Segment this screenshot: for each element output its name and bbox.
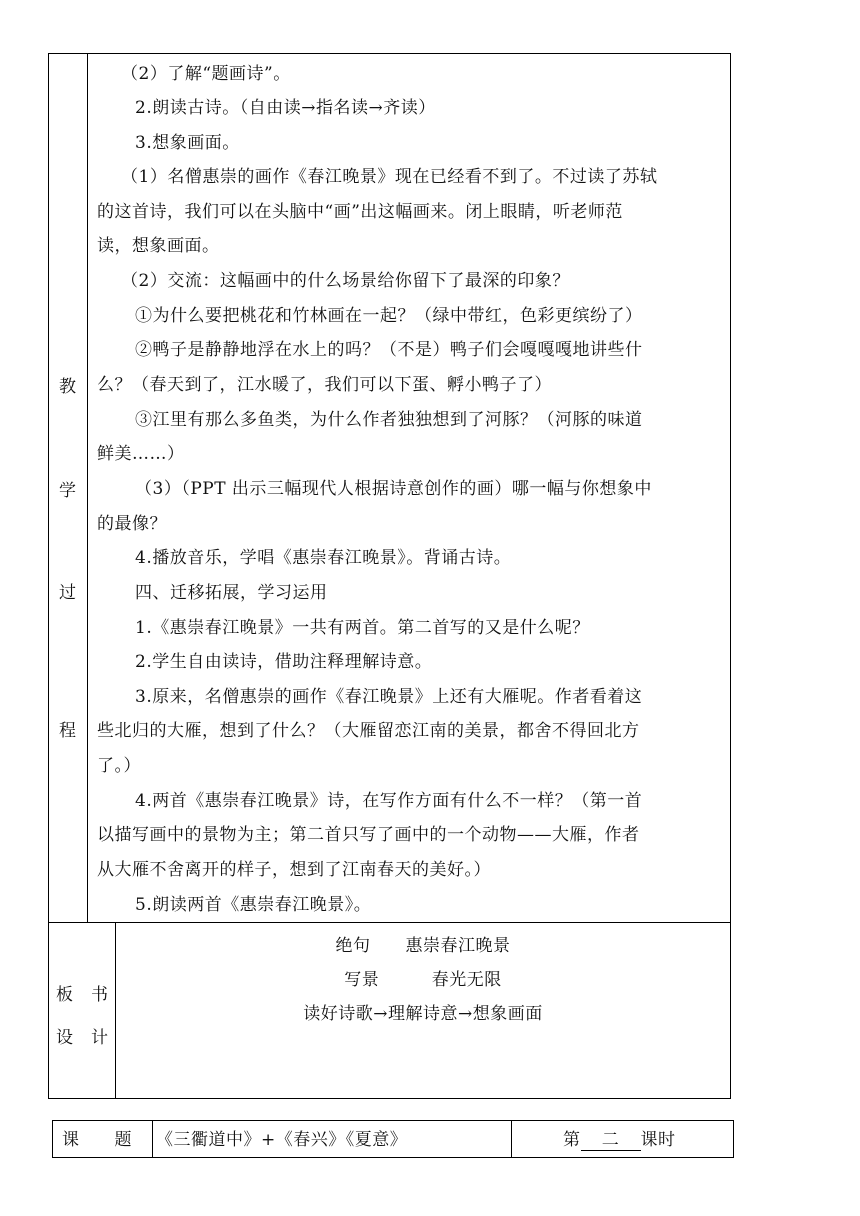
side-label-char: 教: [59, 377, 76, 397]
period-prefix: 第: [563, 1130, 581, 1150]
header-bottom-border: [52, 1157, 734, 1158]
text-line: 2.学生自由读诗，借助注释理解诗意。: [135, 652, 433, 672]
period-suffix: 课时: [640, 1130, 676, 1150]
table-right-border: [730, 53, 731, 1099]
topic-label: 课 题: [62, 1130, 132, 1150]
text-line: 四、迁移拓展，学习运用: [135, 583, 328, 603]
board-label-row1: 板 书: [56, 985, 109, 1005]
table-top-border: [48, 53, 731, 54]
text-line: 3.想象画面。: [135, 133, 240, 153]
text-line: ①为什么要把桃花和竹林画在一起？（绿中带红，色彩更缤纷了）: [135, 306, 643, 326]
text-line: 4.两首《惠崇春江晚景》诗，在写作方面有什么不一样？（第一首: [135, 791, 643, 811]
header-divider-1: [152, 1120, 153, 1158]
text-line: （3）（PPT 出示三幅现代人根据诗意创作的画）哪一幅与你想象中: [135, 479, 652, 499]
text-line: 从大雁不舍离开的样子，想到了江南春天的美好。）: [97, 860, 491, 880]
board-line-steps: 读好诗歌→理解诗意→想象画面: [303, 1004, 543, 1024]
text-line: 的这首诗，我们可以在头脑中“画”出这幅画来。闭上眼睛，听老师范: [97, 202, 623, 222]
text-line: ③江里有那么多鱼类，为什么作者独独想到了河豚？（河豚的味道: [135, 410, 643, 430]
side-label-char: 过: [59, 583, 76, 603]
text-line: ②鸭子是静静地浮在水上的吗？（不是）鸭子们会嘎嘎嘎地讲些什: [135, 340, 643, 360]
text-line: 读，想象画面。: [97, 236, 220, 256]
header-divider-2: [511, 1120, 512, 1158]
text-line: 了。）: [97, 756, 141, 776]
text-line: 3.原来，名僧惠崇的画作《春江晚景》上还有大雁呢。作者看着这: [135, 687, 643, 707]
text-line: （1）名僧惠崇的画作《春江晚景》现在已经看不到了。不过读了苏轼: [121, 167, 658, 187]
text-line: （2）了解“题画诗”。: [121, 64, 291, 84]
table-left-border: [48, 53, 49, 1099]
board-label-row2: 设 计: [56, 1028, 109, 1048]
header-right-border: [733, 1120, 734, 1158]
text-line: 1.《惠崇春江晚景》一共有两首。第二首写的又是什么呢？: [135, 618, 590, 638]
period-value: 二: [581, 1130, 641, 1151]
header-left-border: [52, 1120, 53, 1158]
table-section-divider: [48, 922, 731, 923]
board-line-title: 绝句 惠崇春江晚景: [335, 936, 511, 956]
header-top-border: [52, 1120, 734, 1121]
text-line: 5.朗读两首《惠崇春江晚景》。: [135, 895, 372, 915]
text-line: 些北归的大雁，想到了什么？（大雁留恋江南的美景，都舍不得回北方: [97, 721, 640, 741]
period-cell: [563, 1130, 676, 1151]
side-label-char: 学: [59, 481, 76, 501]
text-line: 4.播放音乐，学唱《惠崇春江晚景》。背诵古诗。: [135, 548, 512, 568]
table-bottom-border: [48, 1098, 731, 1099]
process-label-divider: [87, 53, 88, 923]
text-line: 么？（春天到了，江水暖了，我们可以下蛋、孵小鸭子了）: [97, 375, 552, 395]
text-line: 以描写画中的景物为主；第二首只写了画中的一个动物——大雁，作者: [97, 825, 640, 845]
board-line-theme: 写景 春光无限: [344, 970, 502, 990]
text-line: 鲜美……）: [97, 444, 185, 464]
side-label-char: 程: [59, 721, 76, 741]
text-line: 2.朗读古诗。（自由读→指名读→齐读）: [135, 98, 436, 118]
text-line: （2）交流：这幅画中的什么场景给你留下了最深的印象？: [121, 271, 570, 291]
text-line: 的最像？: [97, 514, 167, 534]
topic-value: 《三衢道中》+《春兴》《夏意》: [156, 1130, 408, 1150]
